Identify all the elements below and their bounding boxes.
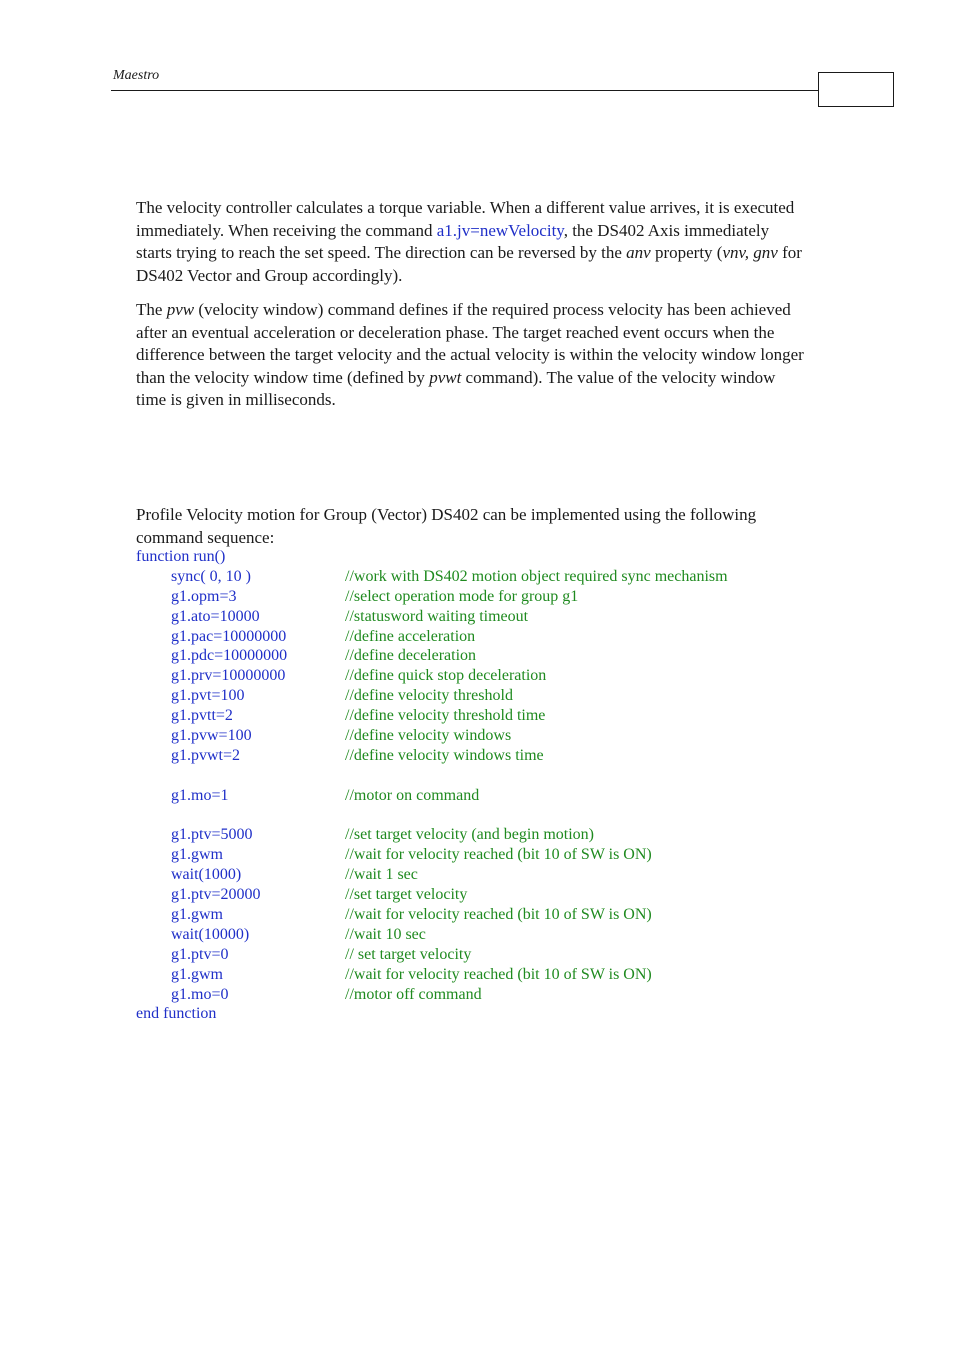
code-statement: g1.mo=1: [171, 786, 229, 804]
code-line: [136, 766, 836, 786]
paragraph-profile-velocity: Profile Velocity motion for Group (Vector) DS402 can be implemented using the following command sequence:: [136, 505, 757, 547]
code-comment: //wait for velocity reached (bit 10 of SW is ON): [345, 846, 652, 864]
code-comment: //statusword waiting timeout: [345, 607, 529, 625]
code-statement: g1.ptv=20000: [171, 886, 261, 904]
code-line: [136, 686, 836, 706]
code-comment: //wait 10 sec: [345, 925, 426, 943]
command-name: pvwt: [429, 367, 462, 387]
code-line: [136, 905, 836, 925]
code-statement: g1.pdc=10000000: [171, 647, 288, 665]
code-comment: //set target velocity (and begin motion): [345, 826, 594, 844]
code-line: [136, 945, 836, 965]
code-statement: g1.gwm: [171, 846, 223, 864]
code-line: [136, 965, 836, 985]
code-line: [136, 985, 836, 1005]
code-statement: g1.prv=10000000: [171, 667, 286, 685]
page-number-box: [818, 72, 894, 107]
command-name: pvw: [166, 300, 195, 319]
code-line: [136, 726, 836, 746]
code-line: [136, 567, 836, 587]
code-comment: //wait 1 sec: [345, 866, 418, 884]
code-statement: g1.gwm: [171, 906, 223, 924]
code-listing: [136, 547, 836, 1024]
code-statement: g1.pvt=100: [171, 687, 245, 705]
code-statement: g1.ptv=0: [171, 945, 229, 963]
code-comment: //define velocity threshold: [345, 687, 513, 705]
code-comment: //define acceleration: [345, 627, 476, 645]
code-line: [136, 666, 836, 686]
code-line: [136, 646, 836, 666]
code-comment: //define quick stop deceleration: [345, 667, 547, 685]
code-statement: g1.mo=0: [171, 985, 229, 1003]
code-statement: g1.pvtt=2: [171, 707, 233, 725]
text: property (: [650, 243, 723, 262]
property-name: anv: [626, 243, 651, 262]
code-comment: //define velocity windows: [345, 727, 512, 745]
code-statement: sync( 0, 10 ): [171, 567, 251, 585]
code-statement: g1.pvw=100: [171, 727, 252, 745]
code-comment: //wait for velocity reached (bit 10 of SW is ON): [345, 965, 652, 983]
paragraph-velocity-controller: [136, 197, 804, 287]
code-statement: g1.pvwt=2: [171, 746, 241, 764]
code-statement: g1.pac=10000000: [171, 627, 287, 645]
code-comment: //motor on command: [345, 786, 480, 804]
code-line: [136, 587, 836, 607]
code-comment: //define velocity threshold time: [345, 707, 546, 725]
code-statement: wait(1000): [171, 866, 242, 884]
code-statement: g1.ato=10000: [171, 607, 260, 625]
code-statement: g1.gwm: [171, 965, 223, 983]
code-line: [136, 607, 836, 627]
command-link[interactable]: a1.jv=newVelocity: [436, 220, 564, 240]
code-line: [136, 627, 836, 647]
code-comment: // set target velocity: [345, 945, 472, 963]
code-line: [136, 746, 836, 766]
header-divider: [111, 90, 818, 91]
code-comment: //set target velocity: [345, 886, 468, 904]
text: (velocity window) command defines if the required process velocity has been achieved after an eventual acceleration or deceleration phase. The target reached event occurs when the difference between the target velocity and the actual velocity is within the velocity window longer than the velocity window time (defined by: [136, 300, 804, 387]
paragraph-velocity-window: [136, 299, 804, 412]
code-line: [136, 885, 836, 905]
text: for DS402 Vector and Group accordingly).: [136, 243, 802, 285]
code-line: [136, 825, 836, 845]
code-function-start: function run(): [136, 548, 226, 565]
code-line: [136, 845, 836, 865]
code-line: [136, 786, 836, 806]
document-title: Maestro: [113, 68, 160, 83]
code-statement: wait(10000): [171, 925, 250, 943]
code-comment: //define velocity windows time: [345, 746, 544, 764]
text: command). The value of the velocity window time is given in milliseconds.: [136, 367, 776, 409]
code-comment: //motor off command: [345, 985, 482, 1003]
code-function-end: end function: [136, 1005, 217, 1023]
property-name: vnv, gnv: [722, 243, 778, 262]
text: The velocity controller calculates a torque variable. When a different value arrives, it is executed immediately. When receiving the command: [136, 198, 795, 240]
code-body: [136, 567, 836, 1005]
code-comment: //define deceleration: [345, 647, 477, 665]
text: The: [136, 300, 167, 319]
code-line: [136, 706, 836, 726]
code-line: [136, 925, 836, 945]
code-line: [136, 806, 836, 826]
code-comment: //wait for velocity reached (bit 10 of SW is ON): [345, 906, 652, 924]
code-line: [136, 865, 836, 885]
code-statement: g1.opm=3: [171, 587, 237, 605]
code-comment: //select operation mode for group g1: [345, 587, 579, 605]
code-statement: g1.ptv=5000: [171, 826, 253, 844]
text: , the DS402 Axis immediately starts trying to reach the set speed. The direction can be reversed by the: [136, 220, 770, 262]
code-comment: //work with DS402 motion object required sync mechanism: [345, 567, 728, 585]
